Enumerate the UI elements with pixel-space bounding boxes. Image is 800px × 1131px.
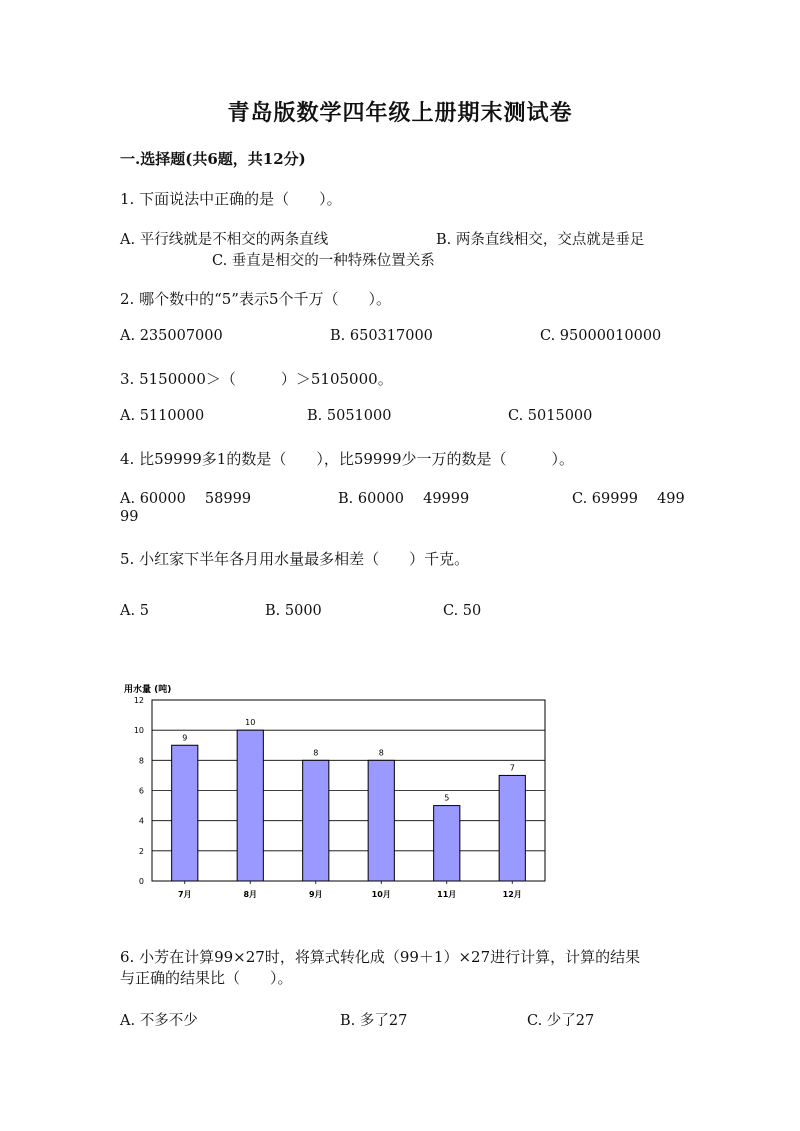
y-tick-label: 12 xyxy=(133,696,144,705)
y-tick-label: 0 xyxy=(138,877,144,886)
q2-option-b: B. 650317000 xyxy=(330,328,433,344)
x-tick-label: 11月 xyxy=(437,890,457,899)
q4-option-c-wrap: 99 xyxy=(120,509,139,525)
q4-option-a: A. 60000 58999 xyxy=(120,491,252,507)
bar xyxy=(237,730,263,881)
data-label: 8 xyxy=(313,748,319,758)
q3-option-a: A. 5110000 xyxy=(120,408,205,424)
y-tick-label: 8 xyxy=(138,756,144,766)
q1-option-a: A. 平行线就是不相交的两条直线 xyxy=(120,232,329,248)
section-heading: 一.选择题(共6题，共12分) xyxy=(120,150,306,168)
x-tick-label: 12月 xyxy=(502,890,522,899)
question-1: 1. 下面说法中正确的是（ ）。 xyxy=(120,190,342,208)
bar xyxy=(172,745,198,881)
data-label: 8 xyxy=(378,748,384,758)
question-6-line-2: 与正确的结果比（ ）。 xyxy=(120,969,293,987)
q6-option-b: B. 多了27 xyxy=(340,1013,408,1029)
y-tick-label: 10 xyxy=(133,726,144,736)
x-tick-label: 8月 xyxy=(243,890,258,899)
bar xyxy=(434,806,460,881)
data-label: 7 xyxy=(509,763,515,773)
x-tick-label: 9月 xyxy=(308,890,323,899)
question-6-line-1: 6. 小芳在计算99×27时，将算式转化成（99＋1）×27进行计算，计算的结果 xyxy=(120,948,641,966)
q6-option-a: A. 不多不少 xyxy=(120,1013,198,1029)
bar xyxy=(368,760,394,881)
y-axis-label: 用水量 (吨) xyxy=(124,685,172,695)
q4-option-c: C. 69999 499 xyxy=(572,491,685,507)
q5-option-c: C. 50 xyxy=(443,603,482,619)
q1-option-b: B. 两条直线相交，交点就是垂足 xyxy=(436,232,645,248)
data-label: 9 xyxy=(182,733,188,743)
question-5: 5. 小红家下半年各月用水量最多相差（ ）千克。 xyxy=(120,550,470,568)
q2-option-a: A. 235007000 xyxy=(120,328,223,344)
q1-option-c: C. 垂直是相交的一种特殊位置关系 xyxy=(212,253,435,269)
q5-option-a: A. 5 xyxy=(120,603,149,619)
q3-option-b: B. 5051000 xyxy=(307,408,392,424)
bar xyxy=(303,760,329,881)
q2-option-c: C. 95000010000 xyxy=(540,328,662,344)
question-2: 2. 哪个数中的“5”表示5个千万（ ）。 xyxy=(120,290,392,308)
data-label: 5 xyxy=(444,793,450,803)
data-label: 10 xyxy=(245,718,256,728)
bar xyxy=(499,775,525,881)
q4-option-b: B. 60000 49999 xyxy=(338,491,470,507)
q5-option-b: B. 5000 xyxy=(265,603,322,619)
question-4: 4. 比59999多1的数是（ ），比59999少一万的数是（ ）。 xyxy=(120,450,575,468)
q3-option-c: C. 5015000 xyxy=(508,408,593,424)
page-title: 青岛版数学四年级上册期末测试卷 xyxy=(227,100,573,126)
x-tick-label: 10月 xyxy=(371,890,391,899)
water-usage-bar-chart xyxy=(110,678,560,908)
question-3: 3. 5150000＞（ ）＞5105000。 xyxy=(120,370,393,388)
y-tick-label: 6 xyxy=(138,786,144,796)
y-tick-label: 4 xyxy=(138,816,144,826)
y-tick-label: 2 xyxy=(138,846,144,856)
x-tick-label: 7月 xyxy=(177,890,192,899)
q6-option-c: C. 少了27 xyxy=(527,1013,595,1029)
